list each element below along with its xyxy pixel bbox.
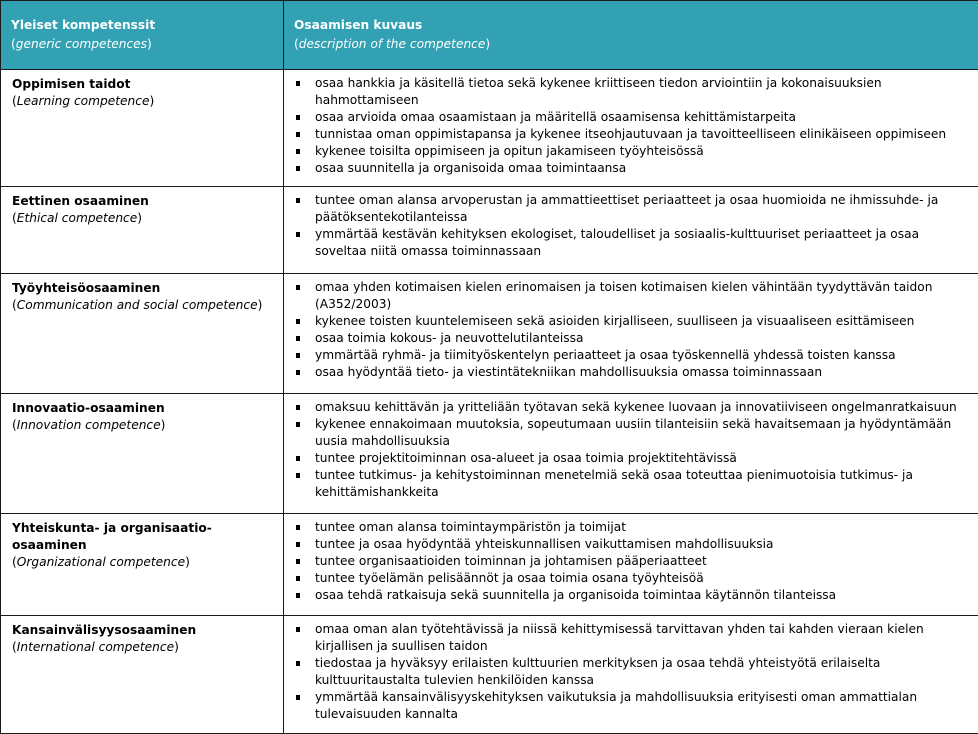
list-item: osaa arvioida omaa osaamistaan ja määritellä osaamisensa kehittämistarpeita <box>284 109 978 126</box>
bullet-list <box>284 187 978 260</box>
competence-description-cell <box>284 274 978 394</box>
bullet-list <box>284 616 978 723</box>
competence-title: Innovaatio-osaaminen <box>12 401 165 415</box>
bullet-list <box>284 394 978 501</box>
competence-subtitle: (Organizational competence) <box>12 555 190 569</box>
competence-name-cell <box>1 514 284 616</box>
competence-description-cell <box>284 616 978 734</box>
header-subtitle: (description of the competence) <box>294 37 491 51</box>
list-item: tuntee työelämän pelisäännöt ja osaa toimia osana työyhteisöä <box>284 570 978 587</box>
competence-subtitle: (Communication and social competence) <box>12 298 263 312</box>
list-item: kykenee toisilta oppimiseen ja opitun jakamiseen työyhteisössä <box>284 143 978 160</box>
table-row <box>1 187 978 274</box>
competence-subtitle: (International competence) <box>12 640 179 654</box>
competence-description-cell <box>284 187 978 274</box>
list-item: osaa tehdä ratkaisuja sekä suunnitella ja organisoida toimintaa käytännön tilanteissa <box>284 587 978 604</box>
competence-title: Eettinen osaaminen <box>12 194 149 208</box>
list-item: omaa yhden kotimaisen kielen erinomaisen ja toisen kotimaisen kielen vähintään tyydyttävän taidon (A352/2003) <box>284 279 978 313</box>
list-item: osaa toimia kokous- ja neuvottelutilanteissa <box>284 330 978 347</box>
list-item: tuntee projektitoiminnan osa-alueet ja osaa toimia projektitehtävissä <box>284 450 978 467</box>
bullet-list <box>284 274 978 381</box>
competence-title: Yhteiskunta- ja organisaatio-osaaminen <box>12 521 212 552</box>
header-description <box>284 1 978 70</box>
bullet-list <box>284 514 978 604</box>
list-item: omaksuu kehittävän ja yritteliään työtavan sekä kykenee luovaan ja innovatiiviseen ongelmanratkaisuun <box>284 399 978 416</box>
list-item: osaa suunnitella ja organisoida omaa toimintaansa <box>284 160 978 177</box>
competence-title: Kansainvälisyysosaaminen <box>12 623 197 637</box>
competence-name-cell <box>1 616 284 734</box>
bullet-list <box>284 70 978 177</box>
header-generic-competences <box>1 1 284 70</box>
list-item: tiedostaa ja hyväksyy erilaisten kulttuurien merkityksen ja osaa tehdä yhteistyötä erilaiselta kulttuuritaustalta tulevien henkilöiden kanssa <box>284 655 978 689</box>
list-item: tuntee organisaatioiden toiminnan ja johtamisen pääperiaatteet <box>284 553 978 570</box>
competence-name-cell <box>1 187 284 274</box>
list-item: kykenee toisten kuuntelemiseen sekä asioiden kirjalliseen, suulliseen ja visuaaliseen esittämiseen <box>284 313 978 330</box>
competence-subtitle: (Learning competence) <box>12 94 155 108</box>
competence-description-cell <box>284 514 978 616</box>
header-title: Osaamisen kuvaus <box>294 18 423 32</box>
table-row <box>1 394 978 514</box>
list-item: tuntee ja osaa hyödyntää yhteiskunnallisen vaikuttamisen mahdollisuuksia <box>284 536 978 553</box>
competence-description-cell <box>284 70 978 187</box>
competence-description-cell <box>284 394 978 514</box>
list-item: tuntee oman alansa arvoperustan ja ammattieettiset periaatteet ja osaa huomioida ne ihmissuhde- ja päätöksentekotilanteissa <box>284 192 978 226</box>
competence-subtitle: (Innovation competence) <box>12 418 166 432</box>
table-row <box>1 70 978 187</box>
table-row <box>1 514 978 616</box>
competence-subtitle: (Ethical competence) <box>12 211 143 225</box>
competence-title: Oppimisen taidot <box>12 77 131 91</box>
list-item: tunnistaa oman oppimistapansa ja kykenee itseohjautuvaan ja tavoitteelliseen elinikäiseen oppimiseen <box>284 126 978 143</box>
competence-name-cell <box>1 70 284 187</box>
list-item: ymmärtää ryhmä- ja tiimityöskentelyn periaatteet ja osaa työskennellä yhdessä toisten kanssa <box>284 347 978 364</box>
list-item: kykenee ennakoimaan muutoksia, sopeutumaan uusiin tilanteisiin sekä havaitsemaan ja hyödyntämään uusia mahdollisuuksia <box>284 416 978 450</box>
list-item: omaa oman alan työtehtävissä ja niissä kehittymisessä tarvittavan yhden tai kahden vieraan kielen kirjallisen ja suullisen taidon <box>284 621 978 655</box>
list-item: tuntee oman alansa toimintaympäristön ja toimijat <box>284 519 978 536</box>
competence-name-cell <box>1 274 284 394</box>
table-header-row <box>1 1 978 70</box>
list-item: tuntee tutkimus- ja kehitystoiminnan menetelmiä sekä osaa toteuttaa pienimuotoisia tutkimus- ja kehittämishankkeita <box>284 467 978 501</box>
header-title: Yleiset kompetenssit <box>11 18 156 32</box>
competence-name-cell <box>1 394 284 514</box>
list-item: osaa hyödyntää tieto- ja viestintätekniikan mahdollisuuksia omassa toiminnassaan <box>284 364 978 381</box>
list-item: osaa hankkia ja käsitellä tietoa sekä kykenee kriittiseen tiedon arviointiin ja kokonaisuuksien hahmottamiseen <box>284 75 978 109</box>
list-item: ymmärtää kansainvälisyyskehityksen vaikutuksia ja mahdollisuuksia erityisesti oman ammattialan tulevaisuuden kannalta <box>284 689 978 723</box>
table-row <box>1 616 978 734</box>
list-item: ymmärtää kestävän kehityksen ekologiset, taloudelliset ja sosiaalis-kulttuuriset periaatteet ja osaa soveltaa niitä omassa toiminnassaan <box>284 226 978 260</box>
competence-title: Työyhteisöosaaminen <box>12 281 161 295</box>
header-subtitle: (generic competences) <box>11 37 152 51</box>
table-row <box>1 274 978 394</box>
